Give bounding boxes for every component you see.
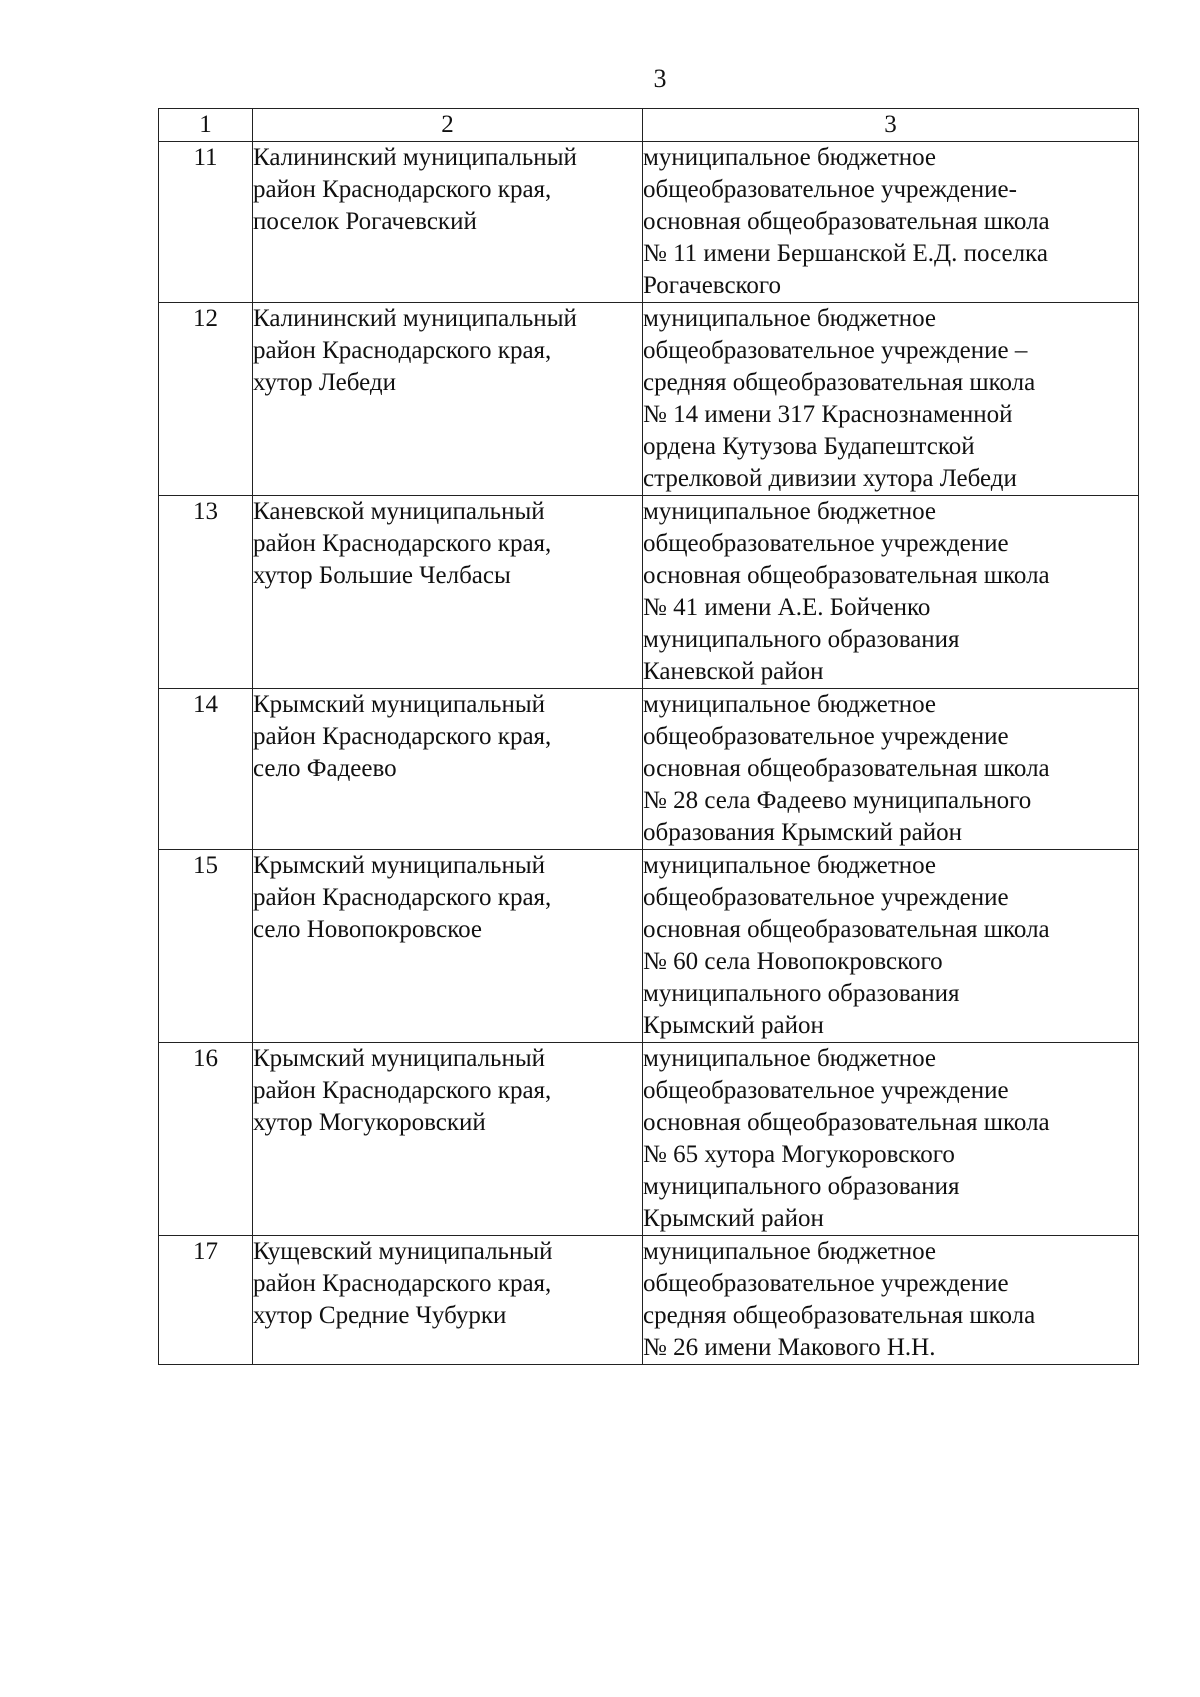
locality-cell (253, 303, 643, 496)
institution-line: № 65 хутора Могукоровского (643, 1141, 955, 1168)
institution-cell (643, 1043, 1139, 1236)
institution-line: № 11 имени Бершанской Е.Д. поселка (643, 240, 1048, 267)
institution-line: средняя общеобразовательная школа (643, 1302, 1036, 1329)
institution-line: муниципальное бюджетное (643, 1045, 937, 1072)
institution-line: основная общеобразовательная школа (643, 208, 1050, 235)
institution-line: основная общеобразовательная школа (643, 1109, 1050, 1136)
locality-line: Крымский муниципальный (253, 852, 546, 879)
locality-line: район Краснодарского края, (253, 884, 552, 911)
institution-line: муниципальное бюджетное (643, 691, 937, 718)
locality-line: район Краснодарского края, (253, 1270, 552, 1297)
institution-line: муниципального образования (643, 626, 960, 653)
locality-cell (253, 850, 643, 1043)
row-number: 16 (159, 1043, 253, 1236)
locality-line: хутор Средние Чубурки (253, 1302, 507, 1329)
locality-cell (253, 142, 643, 303)
table-header-row (159, 109, 1139, 142)
table-row (159, 303, 1139, 496)
institution-line: основная общеобразовательная школа (643, 916, 1050, 943)
locality-line: район Краснодарского края, (253, 1077, 552, 1104)
institution-line: основная общеобразовательная школа (643, 562, 1050, 589)
locality-line: село Фадеево (253, 755, 397, 782)
institution-line: муниципальное бюджетное (643, 144, 937, 171)
locality-line: Калининский муниципальный (253, 144, 577, 171)
locality-line: Калининский муниципальный (253, 305, 577, 332)
institution-line: общеобразовательное учреждение (643, 1270, 1009, 1297)
row-number: 14 (159, 689, 253, 850)
institution-line: Рогачевского (643, 272, 782, 299)
institution-line: муниципального образования (643, 1173, 960, 1200)
institution-line: общеобразовательное учреждение (643, 884, 1009, 911)
locality-line: район Краснодарского края, (253, 176, 552, 203)
table-row (159, 689, 1139, 850)
row-number: 11 (159, 142, 253, 303)
institution-cell (643, 1236, 1139, 1365)
institution-line: № 26 имени Макового Н.Н. (643, 1334, 936, 1361)
institution-line: общеобразовательное учреждение (643, 723, 1009, 750)
institution-cell (643, 142, 1139, 303)
row-number: 15 (159, 850, 253, 1043)
institution-line: средняя общеобразовательная школа (643, 369, 1036, 396)
institution-line: образования Крымский район (643, 819, 963, 846)
institution-line: муниципальное бюджетное (643, 498, 937, 525)
institution-line: общеобразовательное учреждение (643, 1077, 1009, 1104)
row-number: 13 (159, 496, 253, 689)
header-col-2: 2 (253, 109, 643, 142)
institution-line: общеобразовательное учреждение (643, 530, 1009, 557)
locality-line: район Краснодарского края, (253, 723, 552, 750)
locality-cell (253, 689, 643, 850)
locality-cell (253, 1236, 643, 1365)
table-row (159, 1043, 1139, 1236)
institution-line: № 41 имени А.Е. Бойченко (643, 594, 931, 621)
row-number: 12 (159, 303, 253, 496)
locality-line: поселок Рогачевский (253, 208, 477, 235)
institution-cell (643, 850, 1139, 1043)
institution-line: стрелковой дивизии хутора Лебеди (643, 465, 1017, 492)
row-number: 17 (159, 1236, 253, 1365)
institution-line: Каневской район (643, 658, 824, 685)
institution-line: Крымский район (643, 1205, 824, 1232)
table-row (159, 142, 1139, 303)
page-number: 3 (653, 64, 667, 93)
schools-table (158, 108, 1139, 1365)
institution-cell (643, 303, 1139, 496)
table-row (159, 496, 1139, 689)
locality-line: Крымский муниципальный (253, 1045, 546, 1072)
locality-line: хутор Большие Челбасы (253, 562, 511, 589)
locality-line: Крымский муниципальный (253, 691, 546, 718)
institution-line: № 14 имени 317 Краснознаменной (643, 401, 1013, 428)
locality-line: район Краснодарского края, (253, 337, 552, 364)
institution-line: общеобразовательное учреждение – (643, 337, 1028, 364)
institution-line: № 60 села Новопокровского (643, 948, 943, 975)
institution-line: муниципальное бюджетное (643, 305, 937, 332)
locality-line: хутор Лебеди (253, 369, 397, 396)
institution-line: муниципальное бюджетное (643, 852, 937, 879)
locality-line: район Краснодарского края, (253, 530, 552, 557)
institution-line: Крымский район (643, 1012, 824, 1039)
institution-line: основная общеобразовательная школа (643, 755, 1050, 782)
institution-line: муниципального образования (643, 980, 960, 1007)
locality-line: Кущевский муниципальный (253, 1238, 553, 1265)
institution-line: общеобразовательное учреждение- (643, 176, 1017, 203)
institution-line: № 28 села Фадеево муниципального (643, 787, 1032, 814)
locality-line: село Новопокровское (253, 916, 482, 943)
locality-line: Каневской муниципальный (253, 498, 545, 525)
institution-cell (643, 496, 1139, 689)
institution-line: муниципальное бюджетное (643, 1238, 937, 1265)
institution-line: ордена Кутузова Будапештской (643, 433, 975, 460)
header-col-1: 1 (159, 109, 253, 142)
table-row (159, 1236, 1139, 1365)
locality-line: хутор Могукоровский (253, 1109, 486, 1136)
locality-cell (253, 496, 643, 689)
institution-cell (643, 689, 1139, 850)
table-row (159, 850, 1139, 1043)
header-col-3: 3 (643, 109, 1139, 142)
locality-cell (253, 1043, 643, 1236)
